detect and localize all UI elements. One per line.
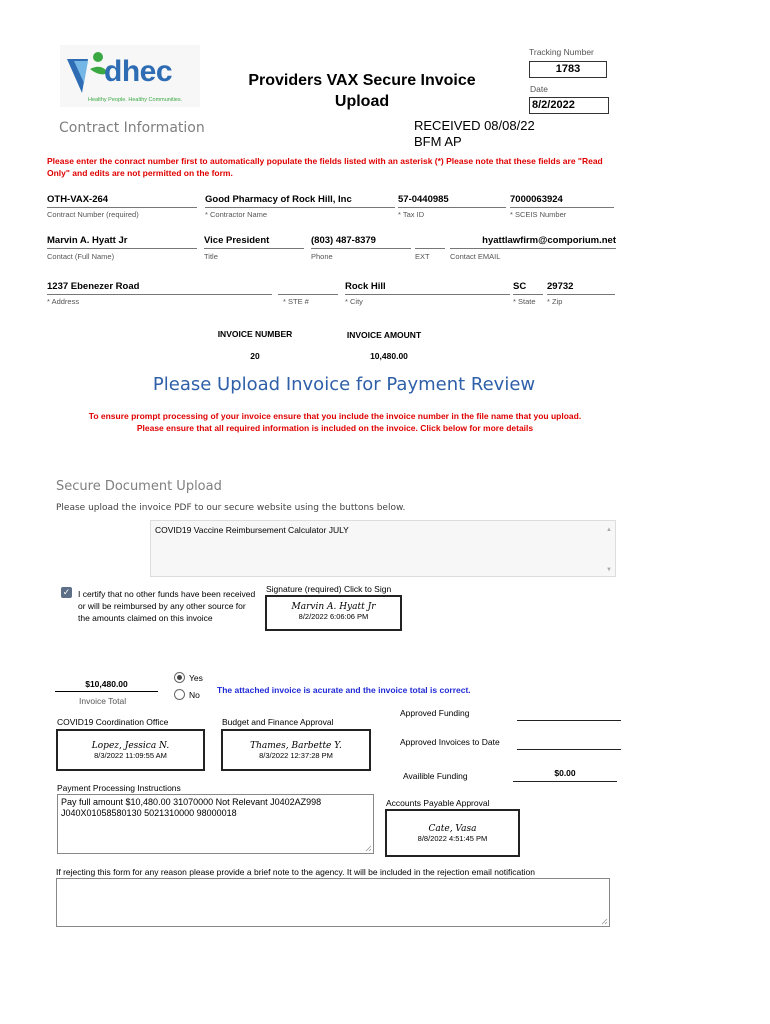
budget-signature-date: 8/3/2022 12:37:28 PM bbox=[259, 751, 333, 760]
tax-id-field[interactable]: 57-0440985 bbox=[398, 194, 506, 208]
budget-signature-box[interactable] bbox=[221, 729, 371, 771]
zip-label: * Zip bbox=[547, 297, 563, 306]
approved-funding-field[interactable] bbox=[517, 708, 621, 721]
no-radio[interactable] bbox=[174, 689, 185, 700]
accounts-payable-label: Accounts Payable Approval bbox=[386, 798, 490, 808]
received-stamp-line2: BFM AP bbox=[414, 134, 462, 149]
yes-radio[interactable] bbox=[174, 672, 185, 683]
upload-notice-line1: To ensure prompt processing of your invoice ensure that you include the invoice number in the file name that you upload. bbox=[88, 411, 582, 421]
contract-section-heading: Contract Information bbox=[59, 120, 205, 136]
received-stamp bbox=[414, 118, 535, 150]
contact-name-label: Contact (Full Name) bbox=[47, 252, 115, 261]
tracking-number-field[interactable]: 1783 bbox=[529, 61, 607, 78]
ext-label: EXT bbox=[415, 252, 430, 261]
scroll-down-icon[interactable]: ▼ bbox=[606, 567, 612, 573]
invoice-total-field[interactable]: $10,480.00 bbox=[55, 679, 158, 692]
date-field[interactable]: 8/2/2022 bbox=[529, 97, 609, 114]
sceis-number-field[interactable]: 7000063924 bbox=[510, 194, 614, 208]
tax-id-label: * Tax ID bbox=[398, 210, 425, 219]
city-label: * City bbox=[345, 297, 363, 306]
address-field[interactable]: 1237 Ebenezer Road bbox=[47, 281, 272, 295]
coordination-signature-box[interactable] bbox=[56, 729, 205, 771]
no-label: No bbox=[189, 690, 200, 700]
accounts-payable-signature-date: 8/8/2022 4:51:45 PM bbox=[417, 834, 488, 843]
uploaded-file-list[interactable] bbox=[150, 520, 616, 577]
dhec-logo bbox=[60, 45, 200, 107]
contractor-name-label: * Contractor Name bbox=[205, 210, 268, 219]
ext-field[interactable] bbox=[415, 235, 445, 249]
rejection-note-label: If rejecting this form for any reason please provide a brief note to the agency. It will be included in the rejection email notification bbox=[56, 867, 535, 877]
accounts-payable-signature-name: Cate, Vasa bbox=[428, 824, 477, 834]
contact-name-field[interactable]: Marvin A. Hyatt Jr bbox=[47, 235, 197, 249]
uploaded-file-name[interactable]: COVID19 Vaccine Reimbursement Calculator JULY bbox=[155, 525, 349, 535]
received-stamp-line1: RECEIVED 08/08/22 bbox=[414, 118, 535, 133]
yes-label: Yes bbox=[189, 673, 203, 683]
contractor-signature-date: 8/2/2022 6:06:06 PM bbox=[298, 612, 369, 621]
upload-notice-line2: Please ensure that all required information is included on the invoice. Click below for more details bbox=[136, 423, 534, 433]
secure-upload-instructions: Please upload the invoice PDF to our secure website using the buttons below. bbox=[56, 503, 406, 513]
upload-heading: Please Upload Invoice for Payment Review bbox=[152, 374, 536, 395]
phone-label: Phone bbox=[311, 252, 333, 261]
contact-email-label: Contact EMAIL bbox=[450, 252, 501, 261]
budget-label: Budget and Finance Approval bbox=[222, 717, 334, 727]
tracking-label: Tracking Number bbox=[529, 47, 594, 57]
coordination-signature-name: Lopez, Jessica N. bbox=[91, 741, 170, 751]
secure-upload-heading: Secure Document Upload bbox=[56, 479, 222, 494]
city-field[interactable]: Rock Hill bbox=[345, 281, 510, 295]
contract-number-label: Contract Number (required) bbox=[47, 210, 139, 219]
date-label: Date bbox=[530, 84, 548, 94]
rejection-note-field[interactable] bbox=[56, 878, 610, 927]
title-field[interactable]: Vice President bbox=[204, 235, 304, 249]
available-funding-field[interactable]: $0.00 bbox=[513, 768, 617, 782]
contractor-signature-box[interactable] bbox=[265, 595, 402, 631]
ste-label: * STE # bbox=[283, 297, 309, 306]
certify-text: I certify that no other funds have been received or will be reimbursed by any other source for the amounts claimed on this invoice bbox=[78, 589, 256, 623]
payment-instructions-label: Payment Processing Instructions bbox=[57, 783, 181, 793]
contact-email-field[interactable]: hyattlawfirm@comporium.net bbox=[450, 235, 616, 249]
contract-notice: Please enter the conract number first to automatically populate the fields listed with an asterisk (*) Please note that these fields are "Read Only" and edits are not permitted on the form. bbox=[47, 156, 603, 178]
title-label: Title bbox=[204, 252, 218, 261]
invoice-number-field[interactable]: 20 bbox=[250, 351, 260, 361]
accuracy-statement: The attached invoice is acurate and the invoice total is correct. bbox=[217, 685, 471, 695]
payment-instructions-line1: Pay full amount $10,480.00 31070000 Not Relevant J0402AZ998 bbox=[61, 797, 322, 807]
invoice-amount-field[interactable]: 10,480.00 bbox=[370, 351, 408, 361]
budget-signature-name: Thames, Barbette Y. bbox=[250, 741, 342, 751]
sceis-number-label: * SCEIS Number bbox=[510, 210, 567, 219]
logo-tagline: Healthy People. Healthy Communities. bbox=[88, 97, 183, 103]
accounts-payable-signature-box[interactable] bbox=[385, 809, 520, 857]
resize-grip-icon bbox=[601, 918, 608, 925]
address-label: * Address bbox=[47, 297, 80, 306]
zip-field[interactable]: 29732 bbox=[547, 281, 615, 295]
invoice-amount-label: INVOICE AMOUNT bbox=[346, 330, 422, 340]
signature-label: Signature (required) Click to Sign bbox=[266, 584, 392, 594]
resize-grip-icon bbox=[365, 845, 372, 852]
approved-invoices-field[interactable] bbox=[517, 737, 621, 750]
coordination-signature-date: 8/3/2022 11:09:55 AM bbox=[94, 751, 167, 760]
approved-invoices-label: Approved Invoices to Date bbox=[400, 737, 500, 747]
checkmark-icon: ✓ bbox=[62, 587, 71, 597]
logo-wordmark: dhec bbox=[104, 55, 173, 88]
phone-field[interactable]: (803) 487-8379 bbox=[311, 235, 411, 249]
certify-checkbox[interactable] bbox=[61, 587, 72, 598]
approved-funding-label: Approved Funding bbox=[400, 708, 470, 718]
scroll-up-icon[interactable]: ▲ bbox=[606, 527, 612, 533]
payment-instructions-line2: J040X01058580130 5021310000 98000018 bbox=[61, 808, 237, 818]
state-label: * State bbox=[513, 297, 536, 306]
available-funding-label: Availible Funding bbox=[403, 771, 468, 781]
invoice-total-label: Invoice Total bbox=[79, 696, 127, 706]
contractor-signature-name: Marvin A. Hyatt Jr bbox=[291, 602, 376, 612]
payment-instructions-field[interactable] bbox=[57, 794, 374, 854]
ste-field[interactable] bbox=[278, 281, 338, 295]
state-field[interactable]: SC bbox=[513, 281, 543, 295]
coordination-label: COVID19 Coordination Office bbox=[57, 717, 169, 727]
contractor-name-field[interactable]: Good Pharmacy of Rock Hill, Inc bbox=[205, 194, 395, 208]
invoice-number-label: INVOICE NUMBER bbox=[217, 329, 293, 339]
page-title: Providers VAX Secure Invoice Upload bbox=[248, 72, 476, 110]
contract-number-field[interactable]: OTH-VAX-264 bbox=[47, 194, 197, 208]
